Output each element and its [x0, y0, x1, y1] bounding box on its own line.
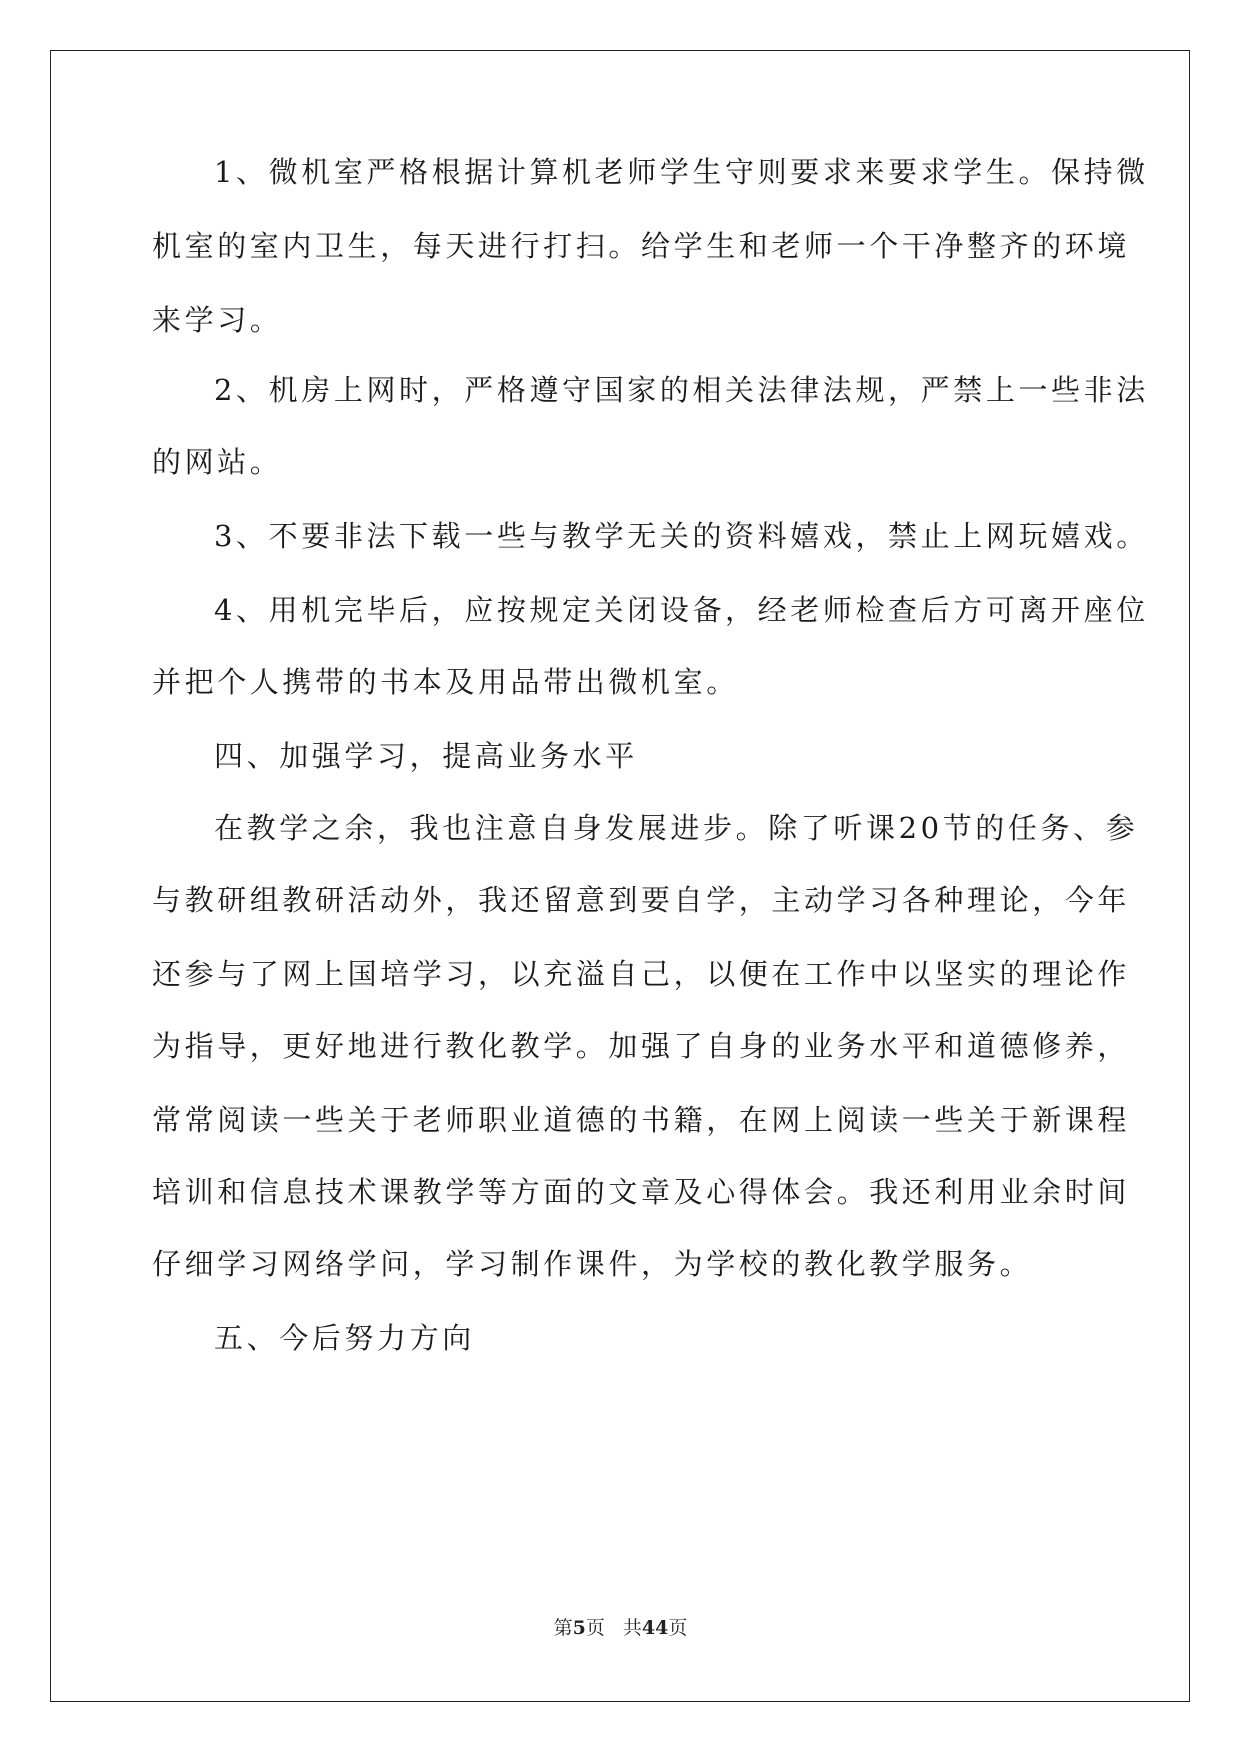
paragraph-line: 为指导，更好地进行教化教学。加强了自身的业务水平和道德修养， [152, 1029, 1131, 1063]
paragraph-line: 4、用机完毕后，应按规定关闭设备，经老师检查后方可离开座位 [214, 593, 1149, 627]
page-number: 5 [572, 1617, 586, 1639]
paragraph-line: 机室的室内卫生，每天进行打扫。给学生和老师一个干净整齐的环境 [152, 229, 1131, 263]
paragraph-line: 还参与了网上国培学习，以充溢自己，以便在工作中以坚实的理论作 [152, 957, 1131, 991]
paragraph-line: 的网站。 [152, 445, 283, 479]
page-prefix: 第 [553, 1617, 573, 1639]
paragraph-line: 仔细学习网络学问，学习制作课件，为学校的教化教学服务。 [152, 1247, 1033, 1281]
paragraph-line: 3、不要非法下载一些与教学无关的资料嬉戏，禁止上网玩嬉戏。 [214, 519, 1149, 553]
total-suffix: 页 [668, 1617, 688, 1639]
paragraph-line: 2、机房上网时，严格遵守国家的相关法律法规，严禁上一些非法 [214, 373, 1149, 407]
page-suffix: 页 [585, 1617, 605, 1639]
paragraph-line: 来学习。 [152, 303, 283, 337]
paragraph-line: 在教学之余，我也注意自身发展进步。除了听课20节的任务、参 [214, 811, 1139, 845]
total-pages: 44 [641, 1617, 669, 1639]
paragraph-line: 并把个人携带的书本及用品带出微机室。 [152, 665, 739, 699]
paragraph-line: 1、微机室严格根据计算机老师学生守则要求来要求学生。保持微 [214, 155, 1149, 189]
paragraph-line: 常常阅读一些关于老师职业道德的书籍，在网上阅读一些关于新课程 [152, 1103, 1131, 1137]
page-border [50, 50, 1190, 1702]
page-footer [0, 1616, 1241, 1640]
section-heading: 四、加强学习，提高业务水平 [214, 739, 638, 773]
paragraph-line: 与教研组教研活动外，我还留意到要自学，主动学习各种理论，今年 [152, 883, 1131, 917]
paragraph-line: 培训和信息技术课教学等方面的文章及心得体会。我还利用业余时间 [152, 1175, 1131, 1209]
total-prefix: 共 [622, 1617, 642, 1639]
section-heading: 五、今后努力方向 [214, 1321, 475, 1355]
